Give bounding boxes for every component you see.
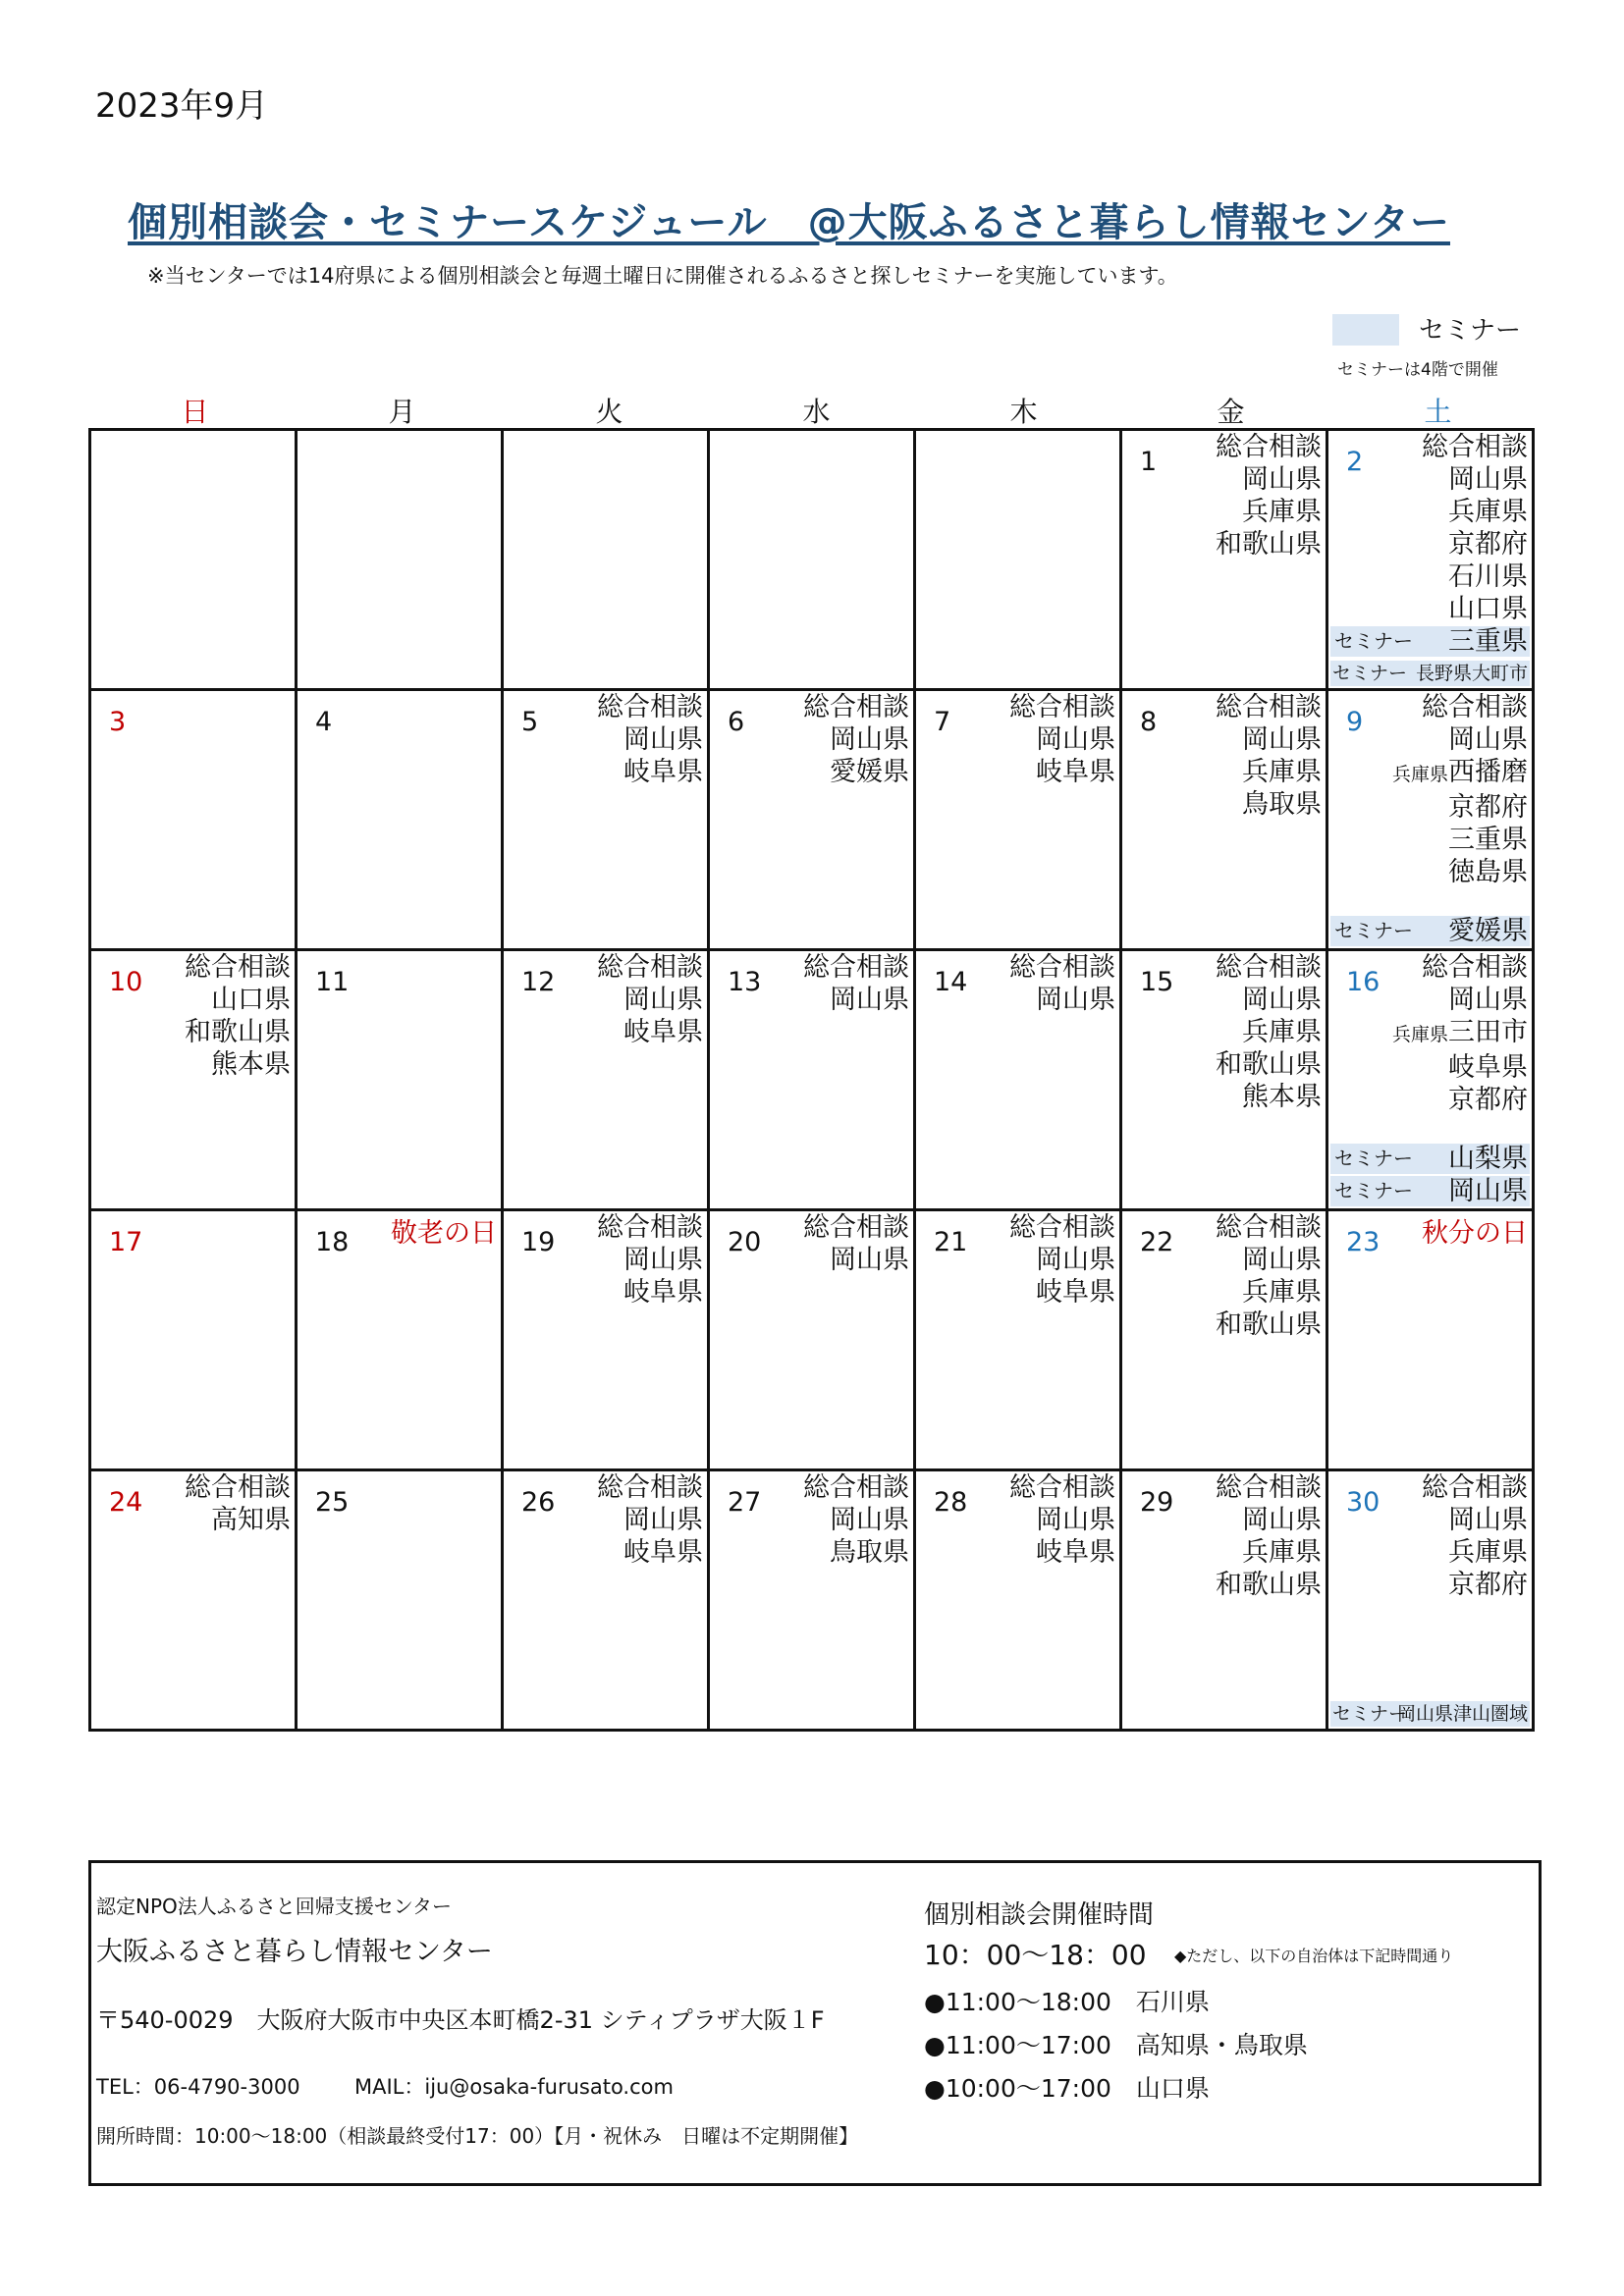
day-number: 21	[934, 1227, 968, 1257]
calendar-day-cell	[709, 950, 915, 1210]
consultation-entry: 総合相談	[803, 1472, 909, 1503]
consultation-entry: 岡山県	[1448, 985, 1528, 1015]
calendar-day-cell	[1121, 690, 1327, 950]
consultation-entry: 岡山県	[623, 1505, 703, 1535]
consultation-entry: 兵庫県	[1448, 497, 1528, 527]
consultation-list	[1009, 1211, 1115, 1308]
consultation-entry: 山口県	[211, 985, 291, 1015]
calendar-day-cell	[1121, 950, 1327, 1210]
day-number: 6	[728, 707, 745, 737]
consultation-list	[185, 1471, 291, 1536]
seminar-row	[1330, 626, 1530, 657]
seminar-row	[1330, 661, 1530, 686]
tel: TEL：06-4790-3000	[96, 2075, 300, 2099]
holiday-label: 敬老の日	[391, 1218, 497, 1249]
consultation-entry: 岐阜県	[623, 1537, 703, 1568]
consultation-entry: 岡山県	[1036, 1245, 1115, 1275]
day-number: 8	[1140, 707, 1158, 737]
calendar-day-cell	[915, 1470, 1121, 1731]
consultation-entry: 岐阜県	[623, 1277, 703, 1308]
consultation-list	[1216, 431, 1322, 561]
calendar-day-cell	[90, 430, 297, 690]
consultation-entry: 岡山県	[1242, 1505, 1322, 1535]
day-number: 2	[1346, 447, 1364, 477]
day-number: 23	[1346, 1227, 1380, 1257]
day-number: 20	[728, 1227, 762, 1257]
consultation-entry: 兵庫県	[1242, 1017, 1322, 1047]
consultation-entry: 兵庫県	[1242, 1537, 1322, 1568]
weekday-sat: 土	[1424, 396, 1452, 428]
seminar-legend-label: セミナー	[1419, 316, 1522, 346]
day-number: 26	[521, 1487, 556, 1518]
exception-3: ●10:00～17:00 山口県	[924, 2074, 1210, 2103]
seminar-label: セミナー	[1332, 663, 1408, 684]
consultation-entry: 総合相談	[1009, 1472, 1115, 1503]
consultation-entry: 総合相談	[1009, 952, 1115, 983]
consultation-entry: 岡山県	[1242, 1245, 1322, 1275]
intro-note: ※当センターでは14府県による個別相談会と毎週土曜日に開催されるふるさと探しセミナーを実施しています。	[147, 264, 1178, 288]
consultation-entry: 京都府	[1448, 1570, 1528, 1600]
calendar-day-cell	[1327, 1210, 1534, 1470]
opening-hours: 開所時間：10:00～18:00（相談最終受付17：00）【月・祝休み 日曜は不定期開催】	[96, 2124, 859, 2148]
calendar-day-cell	[1121, 430, 1327, 690]
consultation-entry: 岡山県	[1448, 1505, 1528, 1535]
calendar-day-cell	[297, 950, 503, 1210]
seminar-value: 愛媛県	[1448, 916, 1528, 946]
consultation-entry: 総合相談	[597, 1472, 703, 1503]
day-number: 14	[934, 967, 968, 997]
consultation-entry: 岡山県	[623, 1245, 703, 1275]
consultation-list	[1392, 691, 1528, 888]
consult-title: 個別相談会開催時間	[924, 1900, 1155, 1930]
consultation-entry: 和歌山県	[1216, 1309, 1322, 1340]
calendar-day-cell	[1327, 430, 1534, 690]
consultation-entry: 岡山県	[1448, 724, 1528, 755]
day-number: 29	[1140, 1487, 1174, 1518]
calendar-day-cell	[709, 430, 915, 690]
day-number: 27	[728, 1487, 762, 1518]
consultation-list	[1392, 951, 1528, 1116]
consultation-list	[803, 691, 909, 788]
calendar-week-row	[90, 1470, 1534, 1731]
consultation-entry: 総合相談	[597, 1212, 703, 1243]
consultation-entry: 和歌山県	[185, 1017, 291, 1047]
consultation-entry: 総合相談	[1422, 432, 1528, 462]
seminar-label: セミナー	[1332, 1703, 1408, 1725]
consultation-entry: 総合相談	[803, 692, 909, 722]
weekday-mon: 月	[388, 396, 416, 428]
calendar-day-cell	[297, 690, 503, 950]
day-number: 28	[934, 1487, 968, 1518]
consultation-entry: 総合相談	[1216, 952, 1322, 983]
consultation-entry: 総合相談	[1422, 1472, 1528, 1503]
consultation-list	[1216, 951, 1322, 1113]
day-number: 22	[1140, 1227, 1174, 1257]
consultation-entry: 岡山県	[1242, 724, 1322, 755]
day-number: 13	[728, 967, 762, 997]
mail[interactable]: MAIL：iju@osaka-furusato.com	[354, 2075, 674, 2099]
seminar-row	[1330, 1176, 1530, 1206]
weekday-thu: 木	[1009, 396, 1038, 428]
page-title: 個別相談会・セミナースケジュール @大阪ふるさと暮らし情報センター	[128, 200, 1450, 245]
consultation-entry: 総合相談	[1422, 952, 1528, 983]
consultation-entry: 山口県	[1448, 594, 1528, 624]
day-number: 15	[1140, 967, 1174, 997]
seminar-value: 三重県	[1448, 626, 1528, 657]
consultation-entry: 総合相談	[1216, 432, 1322, 462]
day-number: 19	[521, 1227, 556, 1257]
calendar-week-row	[90, 430, 1534, 690]
calendar-day-cell	[90, 1470, 297, 1731]
seminar-value: 岡山県	[1448, 1176, 1528, 1206]
consultation-entry: 総合相談	[1216, 1212, 1322, 1243]
day-number: 18	[315, 1227, 350, 1257]
calendar-day-cell	[90, 1210, 297, 1470]
day-number: 17	[109, 1227, 143, 1257]
calendar-week-row	[90, 950, 1534, 1210]
calendar-day-cell	[90, 950, 297, 1210]
exception-2: ●11:00～17:00 高知県・鳥取県	[924, 2031, 1308, 2059]
calendar-day-cell	[297, 1470, 503, 1731]
consultation-entry: 岡山県	[1242, 464, 1322, 495]
consultation-entry: 兵庫県西播磨	[1391, 757, 1528, 787]
calendar-day-cell	[1121, 1210, 1327, 1470]
consultation-entry: 岡山県	[1242, 985, 1322, 1015]
seminar-label: セミナー	[1334, 1179, 1413, 1202]
consultation-entry: 熊本県	[211, 1049, 291, 1080]
seminar-value: 岡山県津山圏域	[1396, 1703, 1528, 1725]
consultation-entry: 愛媛県	[830, 757, 909, 787]
day-number: 16	[1346, 967, 1380, 997]
consultation-entry: 和歌山県	[1216, 529, 1322, 560]
calendar-day-cell	[709, 690, 915, 950]
consultation-entry: 石川県	[1448, 561, 1528, 592]
consultation-entry: 和歌山県	[1216, 1570, 1322, 1600]
day-number: 1	[1140, 447, 1158, 477]
consultation-entry: 兵庫県三田市	[1391, 1017, 1528, 1047]
calendar-day-cell	[503, 1210, 709, 1470]
consultation-entry: 熊本県	[1242, 1082, 1322, 1112]
calendar-day-cell	[709, 1470, 915, 1731]
calendar-grid	[88, 428, 1535, 1732]
consultation-entry: 総合相談	[1422, 692, 1528, 722]
exception-1: ●11:00～18:00 石川県	[924, 1988, 1210, 2016]
consultation-entry: 総合相談	[185, 952, 291, 983]
consultation-entry: 岡山県	[1036, 985, 1115, 1015]
consultation-entry: 総合相談	[597, 952, 703, 983]
month-label: 2023年9月	[95, 86, 269, 126]
day-number: 9	[1346, 707, 1364, 737]
calendar-day-cell	[503, 1470, 709, 1731]
consultation-entry: 岡山県	[1036, 1505, 1115, 1535]
consultation-entry: 総合相談	[185, 1472, 291, 1503]
seminar-row	[1330, 916, 1530, 946]
consultation-list	[1422, 431, 1528, 625]
seminar-row	[1330, 1701, 1530, 1727]
calendar-week-row	[90, 690, 1534, 950]
calendar-day-cell	[915, 430, 1121, 690]
seminar-label: セミナー	[1334, 1147, 1413, 1170]
consultation-entry: 京都府	[1448, 529, 1528, 560]
consultation-entry: 兵庫県	[1242, 757, 1322, 787]
consultation-entry: 三重県	[1448, 825, 1528, 855]
address: 〒540-0029 大阪府大阪市中央区本町橋2-31 シティプラザ大阪１F	[96, 2006, 825, 2034]
calendar-day-cell	[915, 1210, 1121, 1470]
calendar-day-cell	[503, 690, 709, 950]
calendar-day-cell	[709, 1210, 915, 1470]
consultation-entry: 総合相談	[597, 692, 703, 722]
consultation-entry: 岐阜県	[1036, 1277, 1115, 1308]
footer-info-box	[88, 1860, 1542, 2186]
calendar-day-cell	[915, 690, 1121, 950]
consultation-list	[1009, 951, 1115, 1016]
calendar-day-cell	[1327, 1470, 1534, 1731]
day-number: 7	[934, 707, 951, 737]
consultation-entry: 京都府	[1448, 792, 1528, 823]
consultation-entry: 岐阜県	[623, 1017, 703, 1047]
calendar-day-cell	[503, 950, 709, 1210]
consultation-entry: 岐阜県	[623, 757, 703, 787]
day-number: 30	[1346, 1487, 1380, 1518]
seminar-value: 長野県大町市	[1415, 663, 1528, 684]
calendar-day-cell	[297, 430, 503, 690]
consultation-entry: 岡山県	[623, 724, 703, 755]
consultation-entry: 岡山県	[830, 1245, 909, 1275]
calendar-day-cell	[503, 430, 709, 690]
seminar-label: セミナー	[1334, 629, 1413, 653]
seminar-legend-swatch	[1332, 314, 1399, 346]
day-number: 24	[109, 1487, 143, 1518]
consult-note: ◆ただし、以下の自治体は下記時間通り	[1174, 1947, 1454, 1965]
weekday-wed: 水	[802, 396, 831, 428]
consultation-entry: 岡山県	[1036, 724, 1115, 755]
calendar-day-cell	[915, 950, 1121, 1210]
day-number: 4	[315, 707, 333, 737]
consultation-list	[185, 951, 291, 1081]
day-number: 12	[521, 967, 556, 997]
calendar-day-cell	[1121, 1470, 1327, 1731]
day-number: 3	[109, 707, 127, 737]
consultation-entry: 鳥取県	[830, 1537, 909, 1568]
day-number: 25	[315, 1487, 350, 1518]
org-name: 認定NPO法人ふるさと回帰支援センター	[96, 1895, 452, 1918]
consultation-list	[1009, 1471, 1115, 1569]
consultation-entry: 兵庫県	[1448, 1537, 1528, 1568]
seminar-row	[1330, 1144, 1530, 1174]
consultation-entry: 鳥取県	[1242, 789, 1322, 820]
consultation-entry: 総合相談	[1009, 1212, 1115, 1243]
consultation-entry: 岡山県	[830, 985, 909, 1015]
consultation-list	[597, 951, 703, 1048]
weekday-sun: 日	[181, 396, 209, 428]
calendar-day-cell	[297, 1210, 503, 1470]
consultation-entry: 兵庫県	[1242, 1277, 1322, 1308]
calendar-day-cell	[1327, 950, 1534, 1210]
day-number: 10	[109, 967, 143, 997]
consultation-list	[803, 1471, 909, 1569]
consultation-list	[1216, 691, 1322, 821]
consultation-list	[1009, 691, 1115, 788]
consultation-entry: 和歌山県	[1216, 1049, 1322, 1080]
holiday-label: 秋分の日	[1422, 1218, 1528, 1249]
consultation-list	[803, 1211, 909, 1276]
calendar-day-cell	[90, 690, 297, 950]
consultation-list	[597, 1211, 703, 1308]
consultation-entry: 総合相談	[803, 952, 909, 983]
weekday-tue: 火	[595, 396, 623, 428]
consultation-entry: 総合相談	[1009, 692, 1115, 722]
consultation-entry: 総合相談	[1216, 1472, 1322, 1503]
consult-time: 10：00～18：00	[924, 1939, 1147, 1971]
calendar-week-row	[90, 1210, 1534, 1470]
consultation-entry: 岐阜県	[1036, 757, 1115, 787]
consultation-list	[1422, 1471, 1528, 1601]
consultation-entry: 総合相談	[1216, 692, 1322, 722]
consultation-list	[1216, 1471, 1322, 1601]
consultation-entry: 岡山県	[830, 724, 909, 755]
calendar-day-cell	[1327, 690, 1534, 950]
consultation-entry: 岐阜県	[1448, 1052, 1528, 1083]
day-number: 11	[315, 967, 350, 997]
seminar-value: 山梨県	[1448, 1144, 1528, 1174]
consultation-entry: 総合相談	[803, 1212, 909, 1243]
consultation-entry: 岡山県	[830, 1505, 909, 1535]
center-name: 大阪ふるさと暮らし情報センター	[96, 1937, 493, 1967]
consultation-list	[803, 951, 909, 1016]
consultation-entry: 岐阜県	[1036, 1537, 1115, 1568]
consultation-entry: 岡山県	[623, 985, 703, 1015]
consultation-entry: 高知県	[211, 1505, 291, 1535]
seminar-label: セミナー	[1334, 919, 1413, 942]
day-number: 5	[521, 707, 539, 737]
consultation-entry: 徳島県	[1448, 857, 1528, 887]
consultation-list	[597, 691, 703, 788]
consultation-entry: 岡山県	[1448, 464, 1528, 495]
seminar-legend-note: セミナーは4階で開催	[1337, 360, 1498, 380]
weekday-fri: 金	[1217, 396, 1245, 428]
consultation-list	[597, 1471, 703, 1569]
consultation-list	[1216, 1211, 1322, 1341]
consultation-entry: 兵庫県	[1242, 497, 1322, 527]
consultation-entry: 京都府	[1448, 1085, 1528, 1115]
